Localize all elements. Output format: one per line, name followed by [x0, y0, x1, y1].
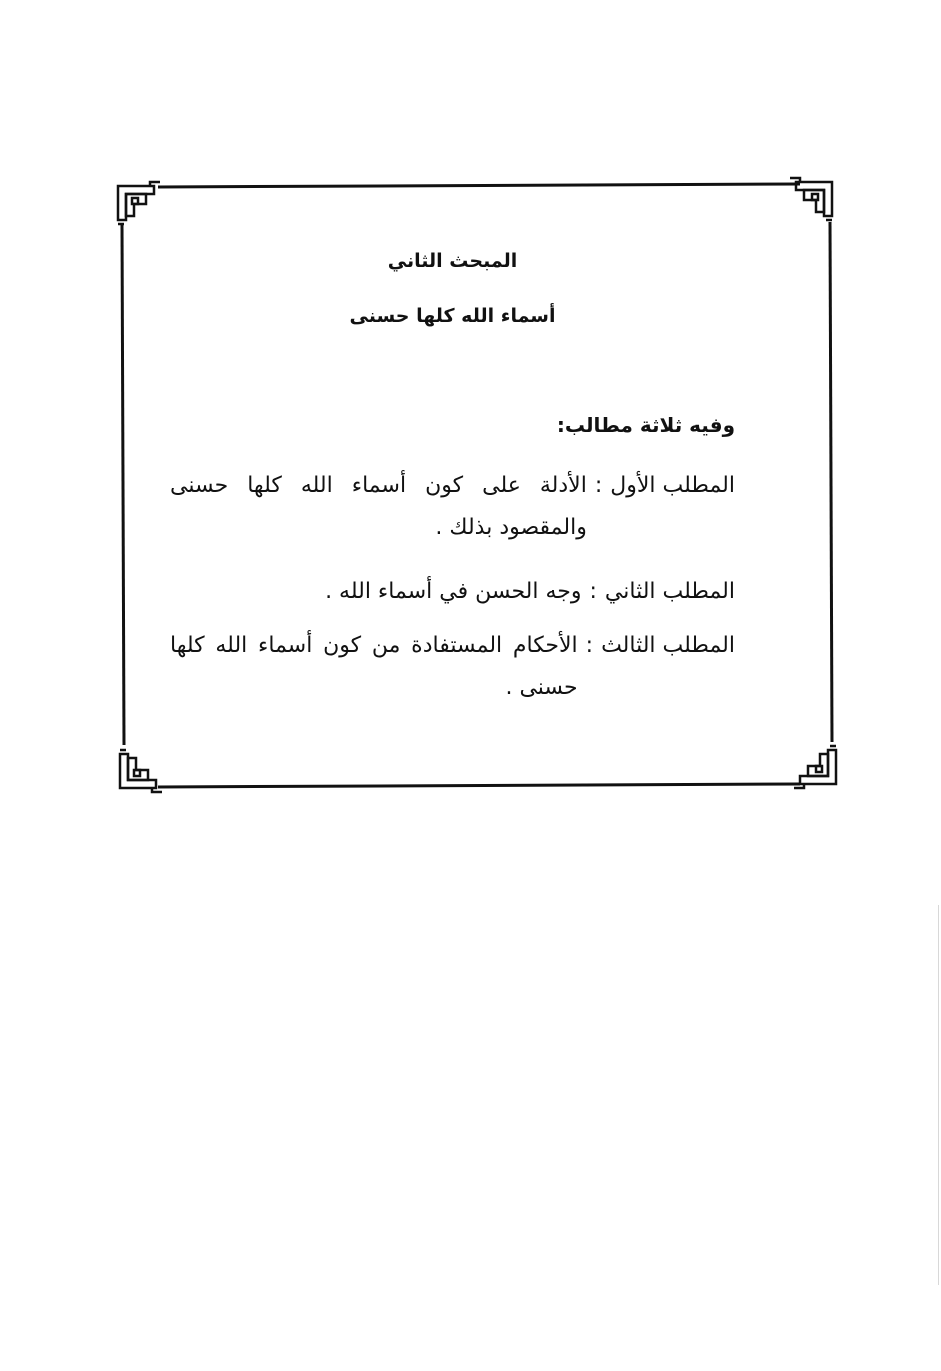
section-title: أسماء الله كلها حسنى [349, 305, 556, 327]
intro-line: وفيه ثلاثة مطالب: [556, 413, 735, 437]
section-heading: المبحث الثاني [387, 250, 518, 272]
item-text: الأحكام المستفادة من كون أسماء الله كلها حسنى . [170, 633, 578, 700]
scan-edge-line [938, 905, 939, 1285]
item-text: الأدلة على كون أسماء الله كلها حسنى والمقصود بذلك . [170, 473, 587, 540]
list-item [170, 625, 735, 709]
item-label: المطلب الثاني [604, 579, 735, 604]
item-label: المطلب الأول [610, 473, 735, 498]
item-colon: : [594, 473, 603, 498]
item-label: المطلب الثالث [601, 633, 735, 658]
item-text: وجه الحسن في أسماء الله . [325, 579, 582, 604]
list-item [170, 465, 735, 549]
item-colon: : [589, 579, 597, 604]
list-item [170, 571, 735, 613]
item-colon: : [585, 633, 594, 658]
